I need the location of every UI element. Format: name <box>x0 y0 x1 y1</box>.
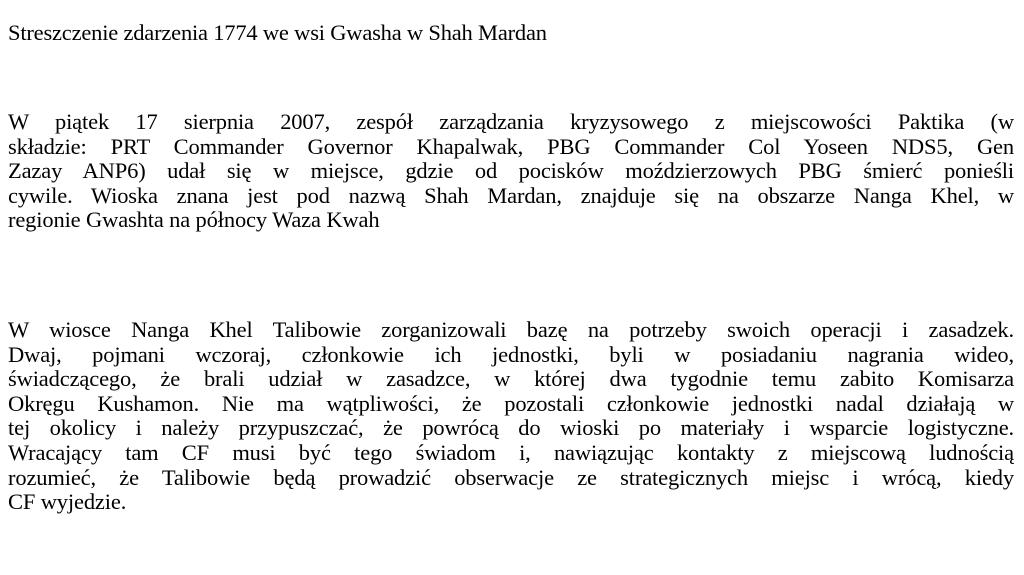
paragraph-1-line-2: składzie: PRT Commander Governor Khapalwak, PBG Commander Col Yoseen NDS5, Gen <box>8 134 1014 159</box>
paragraph-1 <box>8 110 1014 233</box>
paragraph-1-line-1: W piątek 17 sierpnia 2007, zespół zarządzania kryzysowego z miejscowości Paktika (w <box>8 110 1014 134</box>
paragraph-2-line-7: rozumieć, że Talibowie będą prowadzić obserwacje ze strategicznych miejsc i wrócą, kiedy <box>8 465 1014 490</box>
paragraph-1-line-4: cywile. Wioska znana jest pod nazwą Shah Mardan, znajduje się na obszarze Nanga Khel, w <box>8 183 1014 208</box>
paragraph-1-line-5: regionie Gwashta na północy Waza Kwah <box>8 208 380 233</box>
paragraph-2-line-3: świadczącego, że brali udział w zasadzce, w której dwa tygodnie temu zabito Komisarza <box>8 367 1014 392</box>
document-title: Streszczenie zdarzenia 1774 we wsi Gwasha w Shah Mardan <box>8 20 547 45</box>
paragraph-2-line-1: W wiosce Nanga Khel Talibowie zorganizowali bazę na potrzeby swoich operacji i zasadzek. <box>8 318 1014 342</box>
paragraph-2-line-4: Okręgu Kushamon. Nie ma wątpliwości, że pozostali członkowie jednostki nadal działają w <box>8 391 1014 416</box>
paragraph-2-line-5: tej okolicy i należy przypuszczać, że powrócą do wioski po materiały i wsparcie logistyczne. <box>8 416 1014 441</box>
paragraph-2 <box>8 318 1014 515</box>
paragraph-2-line-6: Wracający tam CF musi być tego świadom i, nawiązując kontakty z miejscową ludnością <box>8 440 1014 465</box>
paragraph-2-line-2: Dwaj, pojmani wczoraj, członkowie ich jednostki, byli w posiadaniu nagrania wideo, <box>8 342 1014 367</box>
paragraph-1-line-3: Zazay ANP6) udał się w miejsce, gdzie od pocisków moździerzowych PBG śmierć ponieśli <box>8 159 1014 184</box>
paragraph-2-line-8: CF wyjedzie. <box>8 490 127 515</box>
